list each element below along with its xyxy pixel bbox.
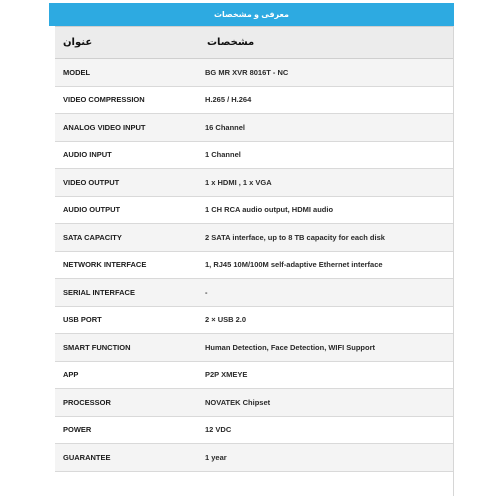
row-value: 2 × USB 2.0 bbox=[199, 306, 453, 334]
row-value: H.265 / H.264 bbox=[199, 86, 453, 114]
row-label: SMART FUNCTION bbox=[55, 334, 199, 362]
row-value: Human Detection, Face Detection, WIFI Support bbox=[199, 334, 453, 362]
table-row bbox=[55, 86, 453, 114]
row-value: 1 Channel bbox=[199, 141, 453, 169]
table-row bbox=[55, 59, 453, 87]
table-row bbox=[55, 141, 453, 169]
row-value: 16 Channel bbox=[199, 114, 453, 142]
table-row bbox=[55, 389, 453, 417]
row-label: AUDIO OUTPUT bbox=[55, 196, 199, 224]
row-value: 12 VDC bbox=[199, 416, 453, 444]
table-row bbox=[55, 169, 453, 197]
table-row bbox=[55, 251, 453, 279]
row-value: BG MR XVR 8016T - NC bbox=[199, 59, 453, 87]
table-row bbox=[55, 334, 453, 362]
header-title-column: عنوان bbox=[55, 27, 199, 59]
row-label: VIDEO COMPRESSION bbox=[55, 86, 199, 114]
row-label: USB PORT bbox=[55, 306, 199, 334]
table-row bbox=[55, 361, 453, 389]
table-row bbox=[55, 306, 453, 334]
table-right-border bbox=[453, 26, 454, 496]
row-value: 1 x HDMI , 1 x VGA bbox=[199, 169, 453, 197]
row-label: SERIAL INTERFACE bbox=[55, 279, 199, 307]
row-label: POWER bbox=[55, 416, 199, 444]
row-label: AUDIO INPUT bbox=[55, 141, 199, 169]
row-value: 1 CH RCA audio output, HDMI audio bbox=[199, 196, 453, 224]
row-value: 1 year bbox=[199, 444, 453, 472]
table-row bbox=[55, 114, 453, 142]
header-spec-column: مشخصات bbox=[199, 27, 453, 59]
row-label: NETWORK INTERFACE bbox=[55, 251, 199, 279]
row-value: NOVATEK Chipset bbox=[199, 389, 453, 417]
table-row bbox=[55, 416, 453, 444]
row-label: VIDEO OUTPUT bbox=[55, 169, 199, 197]
row-label: PROCESSOR bbox=[55, 389, 199, 417]
row-value: P2P XMEYE bbox=[199, 361, 453, 389]
row-label: MODEL bbox=[55, 59, 199, 87]
table-row bbox=[55, 224, 453, 252]
table-header-row bbox=[55, 27, 453, 59]
table-row bbox=[55, 279, 453, 307]
row-value: - bbox=[199, 279, 453, 307]
banner-title: معرفی و مشخصات bbox=[214, 10, 289, 19]
section-banner bbox=[49, 3, 454, 26]
row-label: SATA CAPACITY bbox=[55, 224, 199, 252]
row-label: ANALOG VIDEO INPUT bbox=[55, 114, 199, 142]
row-value: 2 SATA interface, up to 8 TB capacity for each disk bbox=[199, 224, 453, 252]
row-label: GUARANTEE bbox=[55, 444, 199, 472]
row-value: 1, RJ45 10M/100M self-adaptive Ethernet interface bbox=[199, 251, 453, 279]
table-row bbox=[55, 444, 453, 472]
row-label: APP bbox=[55, 361, 199, 389]
table-row bbox=[55, 196, 453, 224]
spec-table bbox=[55, 26, 453, 472]
